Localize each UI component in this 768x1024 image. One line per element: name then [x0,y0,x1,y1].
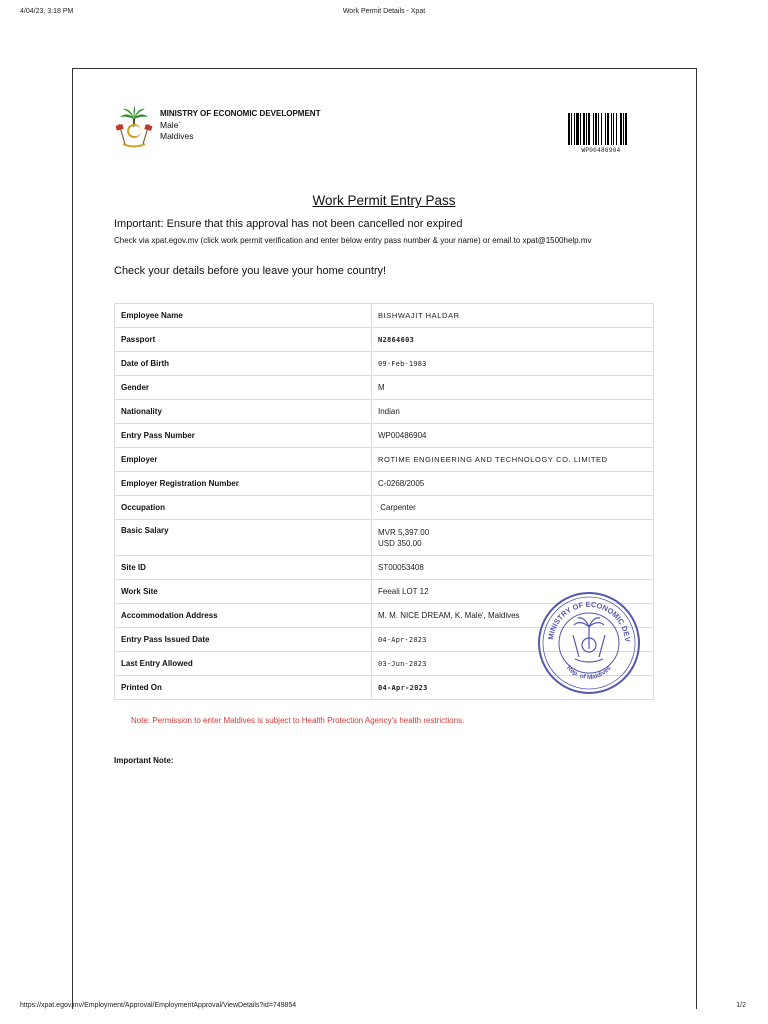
row-value: 03-Jun-2023 [372,652,654,676]
barcode-bar [607,113,609,145]
row-value: Indian [372,400,654,424]
barcode-bar [586,113,587,145]
row-label: Accommodation Address [115,604,372,628]
row-label: Employer [115,448,372,472]
row-label: Entry Pass Number [115,424,372,448]
ministry-name: MINISTRY OF ECONOMIC DEVELOPMENT [160,109,321,118]
row-label: Employee Name [115,304,372,328]
print-footer [0,1002,768,1016]
barcode-bar [595,113,597,145]
barcode-bar [616,113,617,145]
barcode-bar [605,113,606,145]
important-note-label: Important Note: [114,756,174,765]
row-label: Site ID [115,556,372,580]
stamp-bottom-text: Rep. of Maldives [565,664,613,682]
row-value: N2864603 [372,328,654,352]
row-value: M [372,376,654,400]
row-label: Printed On [115,676,372,700]
print-timestamp: 4/04/23, 3:18 PM [20,8,74,15]
row-value: ROTIME ENGINEERING AND TECHNOLOGY CO. LIMITED [372,448,654,472]
barcode-bar [613,113,614,145]
table-row [115,328,654,352]
row-value: WP00486904 [372,424,654,448]
row-label: Basic Salary [115,520,372,556]
row-label: Nationality [115,400,372,424]
verification-instructions: Check via xpat.egov.mv (click work permit verification and enter below entry pass number & your name) or email to xpat@1500help.mv [114,236,592,245]
row-label: Occupation [115,496,372,520]
barcode-bar [601,113,602,145]
barcode-bar [623,113,624,145]
row-value: BISHWAJIT HALDAR [372,304,654,328]
barcode-bar [598,113,599,145]
barcode-bar [571,113,572,145]
table-row [115,520,654,556]
table-row [115,400,654,424]
table-row [115,556,654,580]
print-page-number: 1/2 [736,1002,746,1009]
barcode-bar [580,113,581,145]
row-value [372,496,654,520]
table-row [115,496,654,520]
row-value: 09-Feb-1983 [372,352,654,376]
row-value: C-0268/2005 [372,472,654,496]
table-row [115,376,654,400]
row-value: 04-Apr-2023 [372,676,654,700]
salary-usd: USD 350.00 [378,538,422,548]
health-restriction-note: Note: Permission to enter Maldives is subject to Health Protection Agency's health restrictions. [131,716,465,725]
occupation-value: Carpenter [380,503,416,512]
barcode-bar [611,113,612,145]
barcode-bar [576,113,579,145]
table-row [115,352,654,376]
row-label: Work Site [115,580,372,604]
ministry-info [160,108,320,143]
row-label: Employer Registration Number [115,472,372,496]
row-label: Date of Birth [115,352,372,376]
salary-mvr: MVR 5,397.00 [378,527,430,537]
table-row [115,304,654,328]
print-header [0,8,768,22]
stamp-top-text: MINISTRY OF ECONOMIC DEV [546,599,633,643]
row-value: ST00053408 [372,556,654,580]
print-url: https://xpat.egov.mv/Employment/Approval/EmploymentApproval/ViewDetails?id=749854 [20,1002,297,1009]
official-stamp-icon [533,587,645,699]
row-label: Last Entry Allowed [115,652,372,676]
row-value: Feeali LOT 12 [372,580,654,604]
barcode-bar [574,113,575,145]
table-row [115,472,654,496]
row-label: Gender [115,376,372,400]
barcode-bar [620,113,622,145]
important-warning: Important: Ensure that this approval has not been cancelled nor expired [114,218,463,230]
ministry-city: Male` [160,119,182,130]
row-label: Passport [115,328,372,352]
check-details-notice: Check your details before you leave your home country! [114,265,387,277]
ministry-country: Maldives [160,131,194,141]
row-value [372,520,654,556]
barcode [568,113,634,150]
row-value: 04-Apr-2023 [372,628,654,652]
print-page-title: Work Permit Details - Xpat [342,8,426,15]
barcode-bar [625,113,627,145]
barcode-bar [593,113,594,145]
table-row [115,424,654,448]
row-label: Entry Pass Issued Date [115,628,372,652]
barcode-bar [588,113,590,145]
barcode-bar [568,113,570,145]
barcode-bar [583,113,585,145]
table-row [115,448,654,472]
barcode-text: WP00486904 [581,147,621,154]
maldives-emblem-icon [113,104,155,150]
page-title: Work Permit Entry Pass [312,193,456,208]
row-value: M. M. NICE DREAM, K. Male', Maldives [372,604,654,628]
